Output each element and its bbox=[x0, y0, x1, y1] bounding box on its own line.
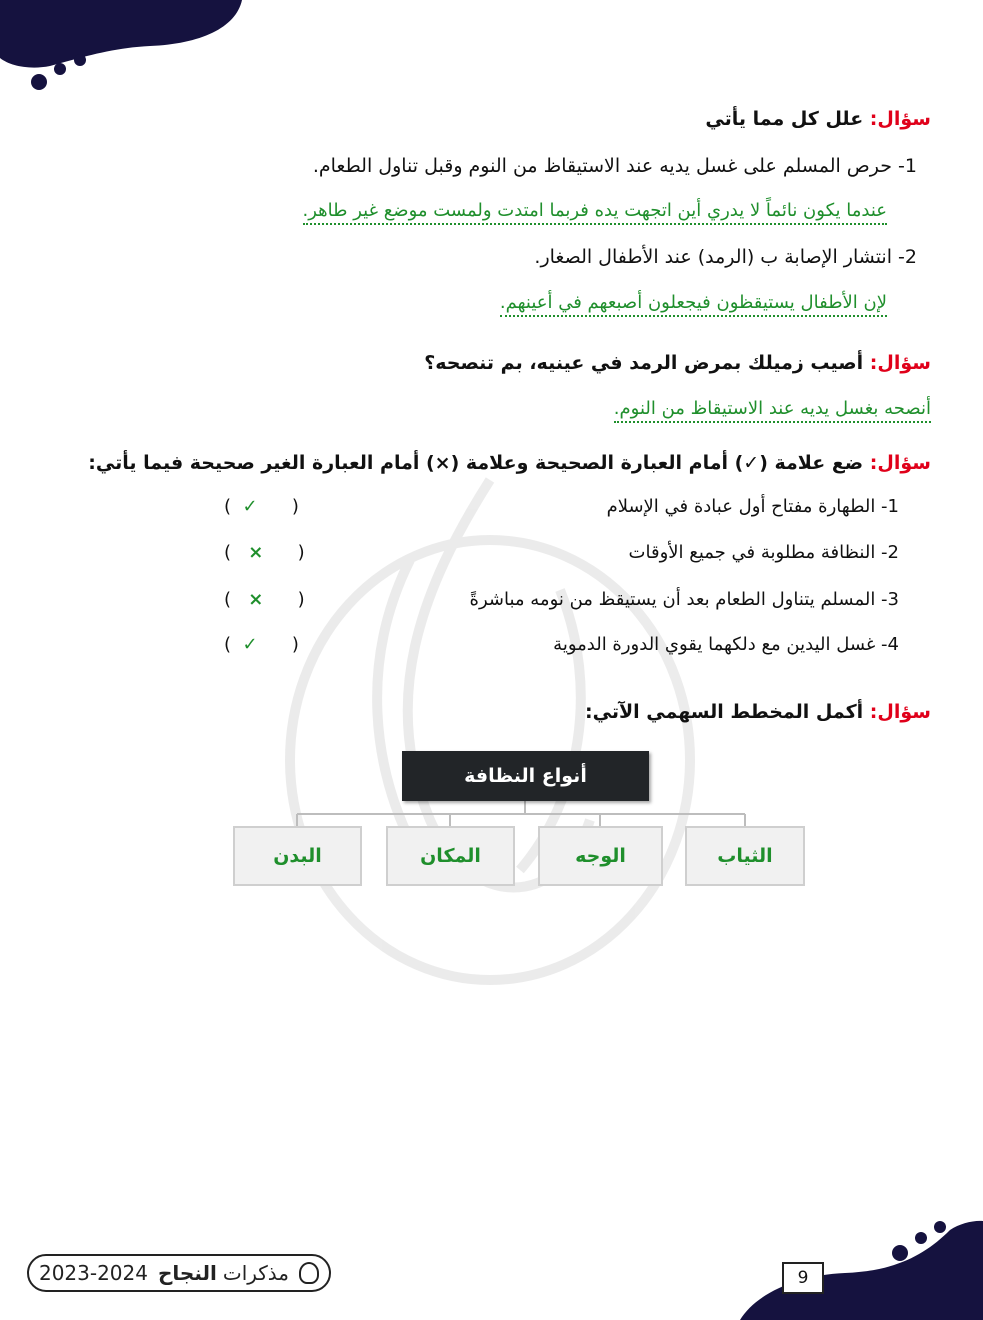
question-3 bbox=[71, 452, 931, 474]
footer-brand-name: النجاح bbox=[157, 1261, 217, 1285]
statement-text: 4- غسل اليدين مع دلكهما يقوي الدورة الدموية bbox=[553, 634, 899, 655]
answer-mark: ( × ) bbox=[224, 589, 305, 610]
question-label: سؤال: bbox=[869, 352, 931, 374]
diagram-child-body: البدن bbox=[233, 826, 362, 886]
question-prompt: ضع علامة (✓) أمام العبارة الصحيحة وعلامة (×) أمام العبارة الغير صحيحة فيما يأتي: bbox=[88, 452, 864, 474]
question-label: سؤال: bbox=[869, 108, 931, 130]
question-label: سؤال: bbox=[869, 701, 931, 723]
item-text: انتشار الإصابة ب (الرمد) عند الأطفال الصغار. bbox=[534, 246, 892, 268]
q1-item-2 bbox=[97, 246, 917, 268]
brand-logo-icon bbox=[299, 1262, 319, 1284]
q1-item-1 bbox=[97, 155, 917, 177]
answer-text: لإن الأطفال يستيقظون فيجعلون أصبعهم في أعينهم. bbox=[500, 292, 887, 317]
diagram-child-clothes: الثياب bbox=[685, 826, 805, 886]
diagram-child-face: الوجه bbox=[538, 826, 663, 886]
check-icon: ✓ bbox=[242, 634, 258, 655]
footer-year: 2023-2024 bbox=[38, 1261, 148, 1285]
statement-text: 2- النظافة مطلوبة في جميع الأوقات bbox=[628, 542, 899, 563]
question-prompt: أصيب زميلك بمرض الرمد في عينيه، بم تنصحه؟ bbox=[424, 352, 864, 374]
q1-answer-2 bbox=[87, 292, 887, 313]
tf-item-2 bbox=[0, 542, 983, 572]
tf-item-1 bbox=[0, 496, 983, 526]
answer-text: عندما يكون نائماً لا يدري أين اتجهت يده فربما امتدت ولمست موضع غير طاهر. bbox=[303, 200, 887, 225]
question-prompt: أكمل المخطط السهمي الآتي: bbox=[585, 701, 864, 723]
question-1 bbox=[131, 108, 931, 130]
tf-item-4 bbox=[0, 634, 983, 664]
corner-decoration-top bbox=[0, 0, 260, 100]
diagram-root: أنواع النظافة bbox=[402, 751, 649, 801]
question-prompt: علل كل مما يأتي bbox=[705, 108, 864, 130]
answer-mark: ( ✓ ) bbox=[224, 634, 299, 655]
diagram-child-place: المكان bbox=[386, 826, 515, 886]
cross-icon: × bbox=[248, 542, 264, 563]
tf-item-3 bbox=[0, 589, 983, 619]
q1-answer-1 bbox=[87, 200, 887, 221]
item-number: 2- bbox=[898, 246, 917, 268]
cross-icon: × bbox=[248, 589, 264, 610]
q2-answer bbox=[131, 398, 931, 419]
answer-mark: ( ✓ ) bbox=[224, 496, 299, 517]
corner-decoration-bottom bbox=[735, 1215, 983, 1320]
footer-brand bbox=[27, 1254, 331, 1292]
question-label: سؤال: bbox=[869, 452, 931, 474]
footer-brand-prefix: مذكرات bbox=[222, 1261, 290, 1285]
item-text: حرص المسلم على غسل يديه عند الاستيقاظ من النوم وقبل تناول الطعام. bbox=[312, 155, 892, 177]
answer-mark: ( × ) bbox=[224, 542, 305, 563]
check-icon: ✓ bbox=[242, 496, 258, 517]
statement-text: 1- الطهارة مفتاح أول عبادة في الإسلام bbox=[606, 496, 899, 517]
item-number: 1- bbox=[898, 155, 917, 177]
statement-text: 3- المسلم يتناول الطعام بعد أن يستيقظ من نومه مباشرةً bbox=[469, 589, 899, 610]
question-4 bbox=[131, 701, 931, 723]
question-2 bbox=[131, 352, 931, 374]
answer-text: أنصحه بغسل يديه عند الاستيقاظ من النوم. bbox=[614, 398, 931, 423]
page-number: 9 bbox=[782, 1262, 824, 1294]
